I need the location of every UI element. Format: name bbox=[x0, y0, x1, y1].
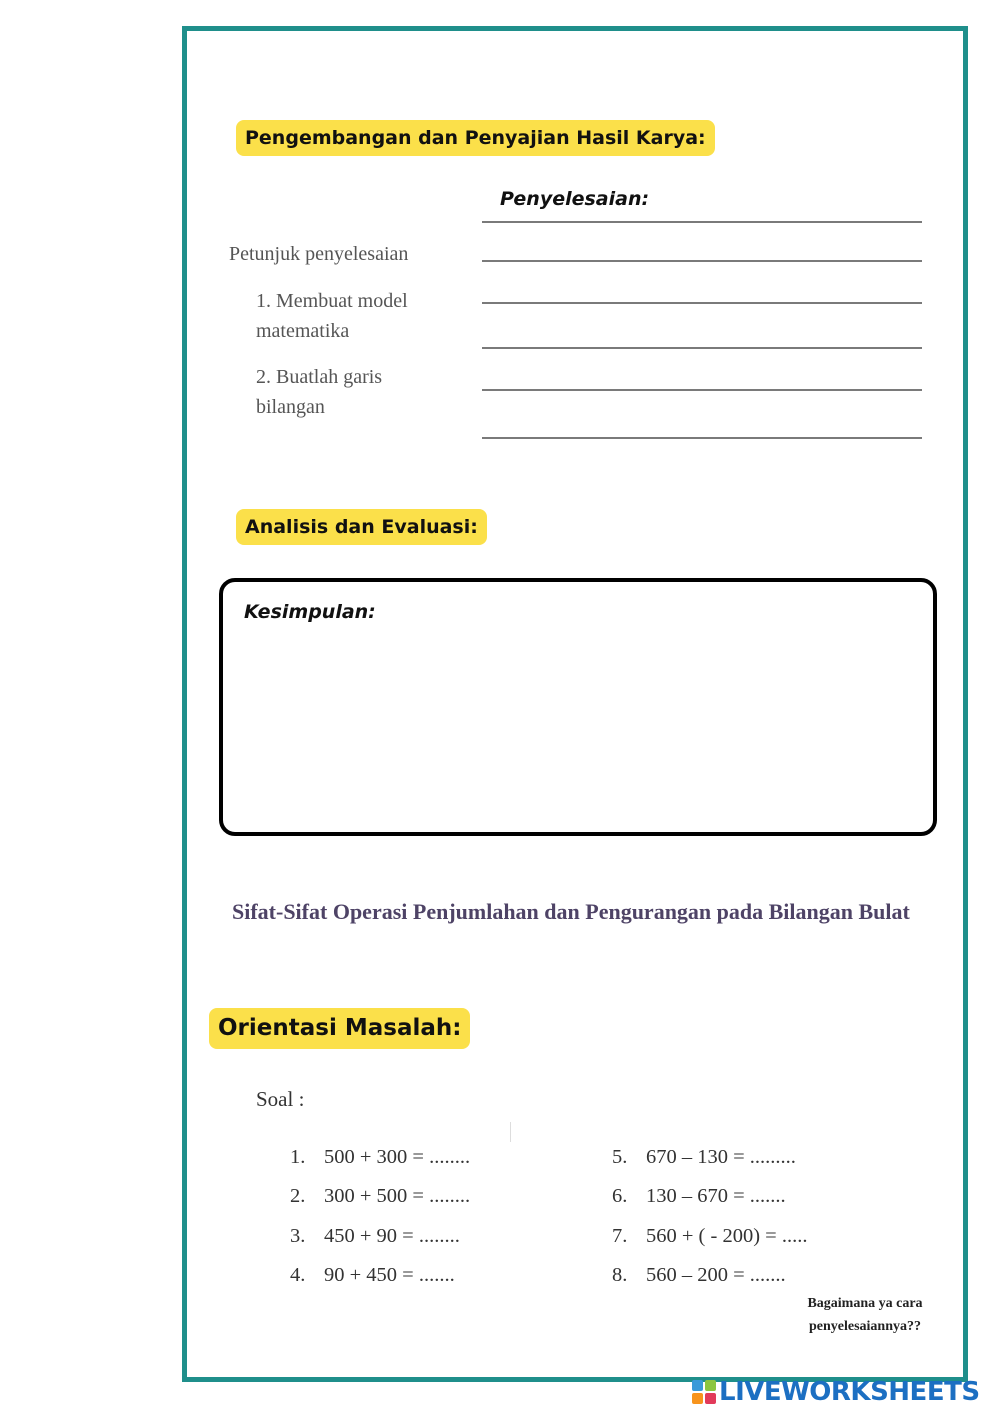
liveworksheets-logo[interactable] bbox=[692, 1377, 980, 1407]
hint-line-1: Bagaimana ya cara bbox=[807, 1296, 923, 1311]
topic-heading: Sifat-Sifat Operasi Penjumlahan dan Pengurangan pada Bilangan Bulat bbox=[232, 899, 910, 924]
question-item: 2. 300 + 500 = ........ bbox=[290, 1185, 471, 1207]
question-item: 8. 560 – 200 = ....... bbox=[612, 1264, 786, 1286]
section-label-pengembangan: Pengembangan dan Penyajian Hasil Karya: bbox=[236, 120, 715, 156]
petunjuk-step2-line1: 2. Buatlah garis bbox=[256, 366, 383, 388]
question-item: 1. 500 + 300 = ........ bbox=[290, 1146, 471, 1168]
question-item: 6. 130 – 670 = ....... bbox=[612, 1185, 786, 1207]
petunjuk-title: Petunjuk penyelesaian bbox=[229, 243, 409, 265]
answer-line[interactable] bbox=[482, 347, 922, 349]
kesimpulan-label: Kesimpulan: bbox=[244, 601, 376, 623]
section-label-orientasi: Orientasi Masalah: bbox=[209, 1008, 470, 1049]
answer-line[interactable] bbox=[482, 437, 922, 439]
question-item: 3. 450 + 90 = ........ bbox=[290, 1225, 460, 1247]
petunjuk-step2-line2: bilangan bbox=[256, 396, 325, 418]
logo-grid-icon bbox=[692, 1380, 716, 1404]
brand-name: LIVEWORKSHEETS bbox=[719, 1377, 980, 1407]
question-item: 7. 560 + ( - 200) = ..... bbox=[612, 1225, 808, 1247]
answer-line[interactable] bbox=[482, 221, 922, 223]
answer-line[interactable] bbox=[482, 302, 922, 304]
petunjuk-step1-line1: 1. Membuat model bbox=[256, 290, 408, 312]
question-item: 5. 670 – 130 = ......... bbox=[612, 1146, 796, 1168]
hint-line-2: penyelesaiannya?? bbox=[808, 1319, 921, 1334]
petunjuk-step1-line2: matematika bbox=[256, 320, 350, 342]
question-item: 4. 90 + 450 = ....... bbox=[290, 1264, 455, 1286]
soal-label: Soal : bbox=[256, 1087, 305, 1111]
penyelesaian-label: Penyelesaian: bbox=[500, 188, 650, 210]
answer-line[interactable] bbox=[482, 260, 922, 262]
hint-text bbox=[790, 1292, 940, 1338]
divider bbox=[510, 1122, 511, 1142]
answer-line[interactable] bbox=[482, 389, 922, 391]
section-label-analisis: Analisis dan Evaluasi: bbox=[236, 509, 487, 545]
